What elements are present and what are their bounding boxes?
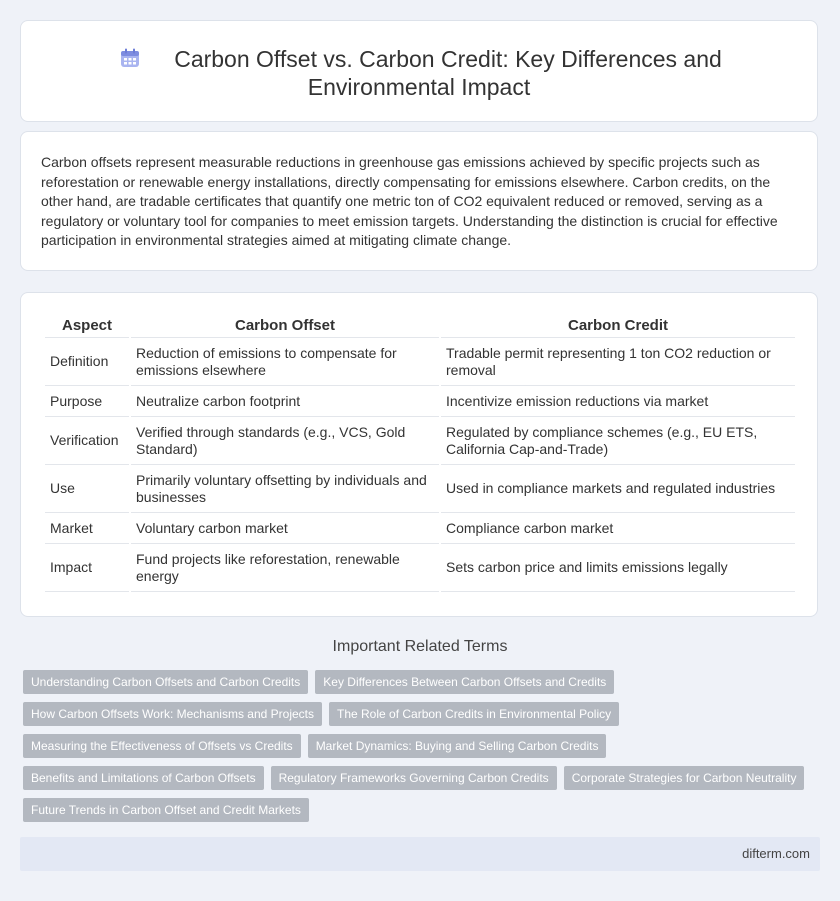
table-cell: Fund projects like reforestation, renewable energy <box>131 544 439 592</box>
intro-card <box>20 131 818 271</box>
table-cell: Definition <box>45 338 129 386</box>
table-cell: Reduction of emissions to compensate for emissions elsewhere <box>131 338 439 386</box>
table-cell: Tradable permit representing 1 ton CO2 reduction or removal <box>441 338 795 386</box>
header-card <box>20 20 818 122</box>
related-term-tag[interactable]: Understanding Carbon Offsets and Carbon Credits <box>23 670 308 694</box>
comparison-table-card <box>20 292 818 617</box>
related-term-tag[interactable]: Measuring the Effectiveness of Offsets vs Credits <box>23 734 301 758</box>
related-term-tag[interactable]: Key Differences Between Carbon Offsets and Credits <box>315 670 614 694</box>
related-term-tag[interactable]: How Carbon Offsets Work: Mechanisms and Projects <box>23 702 322 726</box>
table-cell: Verification <box>45 417 129 465</box>
table-row <box>45 417 795 465</box>
table-cell: Incentivize emission reductions via market <box>441 386 795 417</box>
table-row <box>45 544 795 592</box>
comparison-table <box>43 315 797 592</box>
table-row <box>45 386 795 417</box>
table-cell: Primarily voluntary offsetting by individuals and businesses <box>131 465 439 513</box>
related-terms-list <box>23 670 813 830</box>
table-cell: Used in compliance markets and regulated industries <box>441 465 795 513</box>
footer-site-link[interactable]: difterm.com <box>742 846 810 861</box>
related-term-tag[interactable]: Corporate Strategies for Carbon Neutrality <box>564 766 805 790</box>
table-cell: Use <box>45 465 129 513</box>
header-aspect: Aspect <box>45 315 129 338</box>
page-title-line-2: Environmental Impact <box>307 74 531 100</box>
table-row <box>45 513 795 544</box>
related-terms-title: Important Related Terms <box>332 638 508 655</box>
header-carbon-credit: Carbon Credit <box>441 315 795 338</box>
table-cell: Purpose <box>45 386 129 417</box>
table-cell: Market <box>45 513 129 544</box>
table-cell: Impact <box>45 544 129 592</box>
table-cell: Verified through standards (e.g., VCS, Gold Standard) <box>131 417 439 465</box>
header-carbon-offset: Carbon Offset <box>131 315 439 338</box>
related-term-tag[interactable]: Benefits and Limitations of Carbon Offsets <box>23 766 264 790</box>
related-term-tag[interactable]: Regulatory Frameworks Governing Carbon Credits <box>271 766 557 790</box>
related-term-tag[interactable]: Future Trends in Carbon Offset and Credit Markets <box>23 798 309 822</box>
table-header-row <box>45 315 795 338</box>
page-title <box>21 45 817 101</box>
table-row <box>45 338 795 386</box>
table-cell: Regulated by compliance schemes (e.g., EU ETS, California Cap-and-Trade) <box>441 417 795 465</box>
table-row <box>45 465 795 513</box>
related-term-tag[interactable]: The Role of Carbon Credits in Environmental Policy <box>329 702 619 726</box>
intro-paragraph: Carbon offsets represent measurable reductions in greenhouse gas emissions achieved by specific projects such as reforestation or renewable energy installations, directly compensating for emissions elsewhere. Carbon credits, on the other hand, are tradable certificates that quantify one metric ton of CO2 equivalent reduced or removed, serving as a regulatory or voluntary tool for companies to meet emission targets. Understanding the distinction is crucial for effective participation in environmental strategies aimed at mitigating climate change. <box>41 154 778 248</box>
table-cell: Neutralize carbon footprint <box>131 386 439 417</box>
table-cell: Compliance carbon market <box>441 513 795 544</box>
related-term-tag[interactable]: Market Dynamics: Buying and Selling Carbon Credits <box>308 734 607 758</box>
table-cell: Sets carbon price and limits emissions legally <box>441 544 795 592</box>
page-title-line-1: Carbon Offset vs. Carbon Credit: Key Differences and <box>174 46 722 72</box>
footer <box>20 837 820 871</box>
table-cell: Voluntary carbon market <box>131 513 439 544</box>
